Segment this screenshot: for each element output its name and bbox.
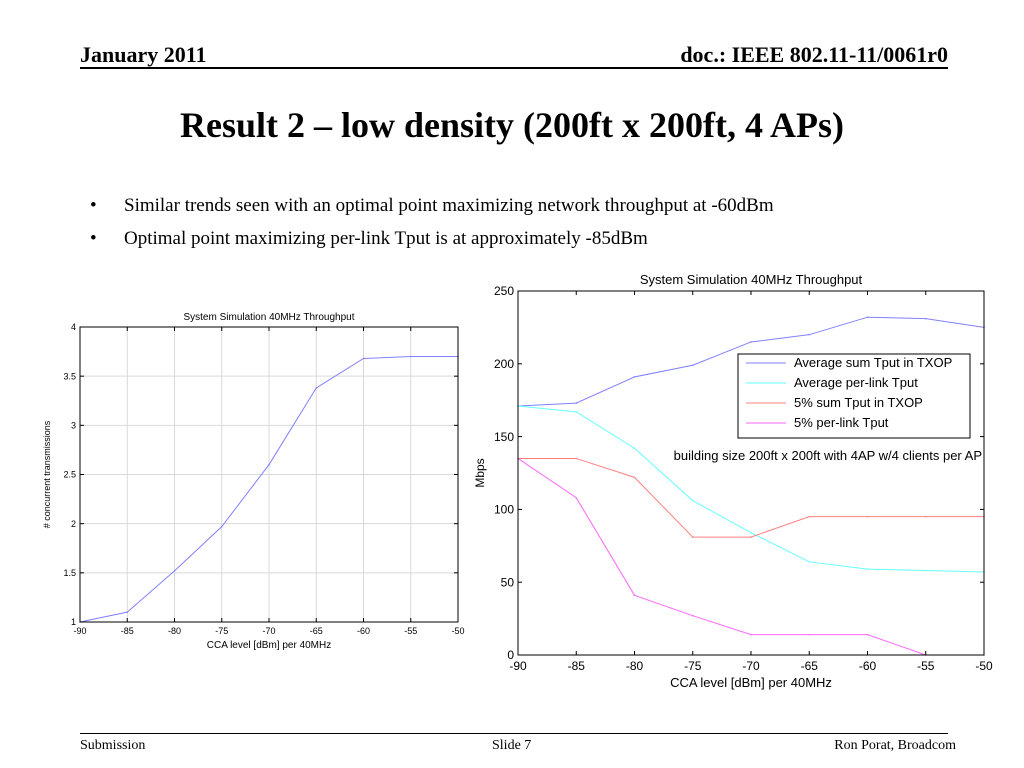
x-axis-label: CCA level [dBm] per 40MHz [670, 675, 832, 690]
y-tick-label: 250 [493, 284, 514, 299]
x-tick-label: -50 [975, 659, 993, 673]
data-point [750, 532, 752, 534]
bullet-text: Similar trends seen with an optimal point maximizing network throughput at -60dBm [124, 195, 774, 216]
y-tick-label: 50 [500, 575, 514, 590]
footer-submission: Submission [80, 738, 146, 753]
data-point [363, 358, 365, 360]
y-tick-label: 3.5 [63, 371, 76, 382]
y-tick-label: 100 [493, 502, 514, 517]
concurrent-transmissions-chart [30, 300, 470, 660]
data-point [750, 536, 752, 538]
x-tick-label: -75 [215, 626, 229, 636]
chart-annotation: building size 200ft x 200ft with 4AP w/4 clients per AP [673, 448, 982, 463]
data-point [925, 516, 927, 518]
bullet-dot-icon: • [90, 228, 97, 249]
legend-label: 5% per-link Tput [794, 415, 889, 430]
x-tick-label: -50 [451, 626, 465, 636]
y-tick-label: 3 [70, 420, 76, 431]
y-tick-label: 1 [70, 617, 76, 628]
bullet-item [90, 227, 970, 251]
data-point [634, 376, 636, 378]
footer-author: Ron Porat, Broadcom [834, 738, 956, 753]
x-tick-label: -70 [262, 626, 276, 636]
data-point [750, 341, 752, 343]
x-axis-label: CCA level [dBm] per 40MHz [206, 640, 332, 651]
data-point [575, 402, 577, 404]
y-tick-label: 2 [70, 518, 76, 529]
y-tick-label: 2.5 [63, 469, 76, 480]
y-axis-label: Mbps [473, 458, 487, 488]
data-point [692, 615, 694, 617]
x-tick-label: -85 [567, 659, 585, 673]
data-point [808, 334, 810, 336]
chart-title: System Simulation 40MHz Throughput [639, 272, 863, 287]
data-point [410, 356, 412, 358]
data-point [867, 634, 869, 636]
throughput-chart-svg [466, 260, 1006, 700]
footer-divider [80, 733, 948, 734]
legend-label: Average per-link Tput [794, 375, 918, 390]
x-tick-label: -70 [742, 659, 760, 673]
data-point [692, 364, 694, 366]
concurrent-transmissions-chart-svg [30, 300, 470, 660]
data-point [126, 611, 128, 613]
data-point [174, 570, 176, 572]
data-point [634, 595, 636, 597]
bullet-dot-icon: • [90, 195, 97, 216]
data-point [925, 570, 927, 572]
data-point [808, 634, 810, 636]
footer-slide-number: Slide 7 [492, 738, 532, 753]
data-point [808, 561, 810, 563]
header-date: January 2011 [80, 42, 207, 67]
x-tick-label: -90 [73, 626, 87, 636]
x-tick-label: -65 [800, 659, 818, 673]
x-tick-label: -60 [858, 659, 877, 673]
y-tick-label: 200 [493, 357, 514, 371]
header-divider [80, 67, 948, 69]
data-point [634, 447, 636, 449]
data-point [867, 568, 869, 570]
plot-area [518, 291, 984, 655]
data-point [268, 464, 270, 466]
data-point [575, 497, 577, 499]
x-tick-label: -55 [404, 626, 418, 636]
data-point [575, 411, 577, 413]
y-tick-label: 150 [493, 429, 514, 444]
bullet-text: Optimal point maximizing per-link Tput is at approximately -85dBm [124, 228, 648, 249]
chart-title: System Simulation 40MHz Throughput [183, 312, 355, 323]
y-tick-label: 1.5 [63, 567, 76, 578]
data-point [315, 387, 317, 389]
x-tick-label: -85 [120, 626, 134, 636]
data-point [221, 526, 223, 528]
data-point [634, 477, 636, 479]
x-tick-label: -65 [309, 626, 323, 636]
header-doc-id: doc.: IEEE 802.11-11/0061r0 [680, 42, 948, 67]
data-point [808, 516, 810, 518]
x-tick-label: -90 [509, 659, 527, 673]
x-tick-label: -80 [167, 626, 182, 636]
y-axis-label: # concurrent transmissions [42, 420, 52, 529]
x-tick-label: -80 [625, 659, 644, 673]
legend-label: 5% sum Tput in TXOP [794, 395, 923, 410]
x-tick-label: -55 [917, 659, 935, 673]
slide-title: Result 2 – low density (200ft x 200ft, 4 APs) [180, 105, 844, 145]
data-point [692, 500, 694, 502]
data-point [575, 458, 577, 460]
data-point [925, 318, 927, 320]
data-point [750, 634, 752, 636]
data-point [692, 536, 694, 538]
bullet-list [90, 194, 970, 260]
data-point [867, 316, 869, 318]
throughput-chart [466, 260, 1006, 700]
x-tick-label: -75 [684, 659, 702, 673]
y-tick-label: 0 [507, 648, 514, 663]
legend-label: Average sum Tput in TXOP [794, 355, 953, 370]
x-tick-label: -60 [356, 626, 371, 636]
y-tick-label: 4 [70, 322, 76, 333]
bullet-item [90, 194, 970, 218]
data-point [867, 516, 869, 518]
